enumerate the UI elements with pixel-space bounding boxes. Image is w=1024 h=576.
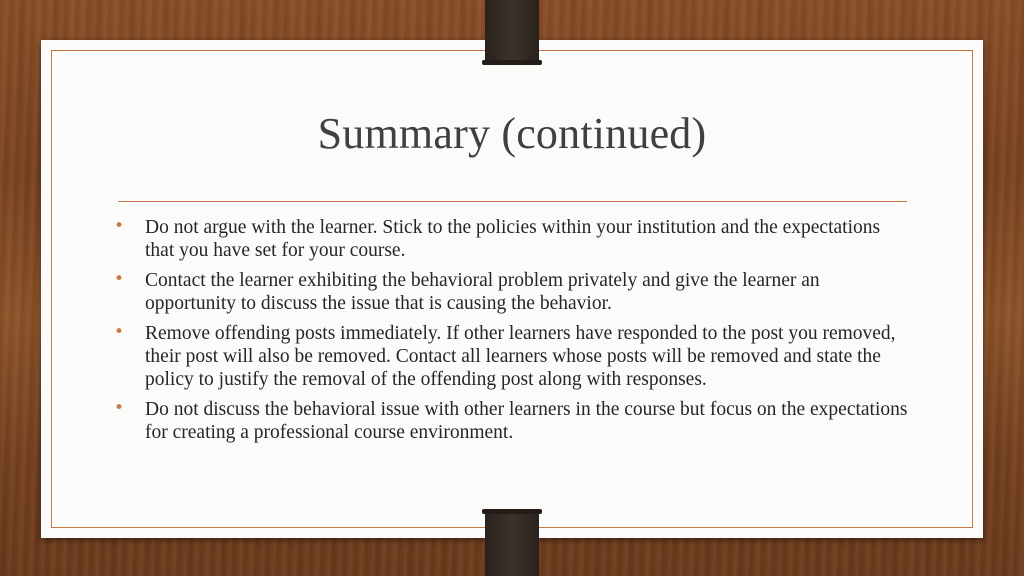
bullet-item	[111, 216, 911, 262]
bullet-item	[111, 322, 911, 391]
bullet-dot-icon: •	[114, 216, 125, 236]
bullet-dot-icon: •	[114, 398, 125, 418]
binder-clip-bottom	[485, 512, 539, 576]
bullet-text: Remove offending posts immediately. If other learners have responded to the post you removed, their post will also be removed. Contact all learners whose posts will be removed and state the policy to justify the removal of the offending post along with responses.	[145, 323, 896, 390]
binder-clip-top	[485, 0, 539, 62]
binder-clip-top-cap	[482, 60, 542, 65]
bullet-item	[111, 398, 911, 444]
bullet-dot-icon: •	[114, 322, 125, 342]
slide-title: Summary (continued)	[317, 109, 707, 158]
bullet-text: Contact the learner exhibiting the behavioral problem privately and give the learner an opportunity to discuss the issue that is causing the behavior.	[145, 270, 820, 314]
bullet-item	[111, 269, 911, 315]
bullet-dot-icon: •	[114, 269, 125, 289]
bullet-text: Do not discuss the behavioral issue with other learners in the course but focus on the expectations for creating a professional course environment.	[145, 399, 908, 443]
title-divider	[118, 201, 907, 202]
slide-card	[41, 40, 983, 538]
bullet-text: Do not argue with the learner. Stick to the policies within your institution and the expectations that you have set for your course.	[145, 217, 881, 261]
binder-clip-bottom-cap	[482, 509, 542, 514]
bullet-list	[111, 216, 911, 451]
